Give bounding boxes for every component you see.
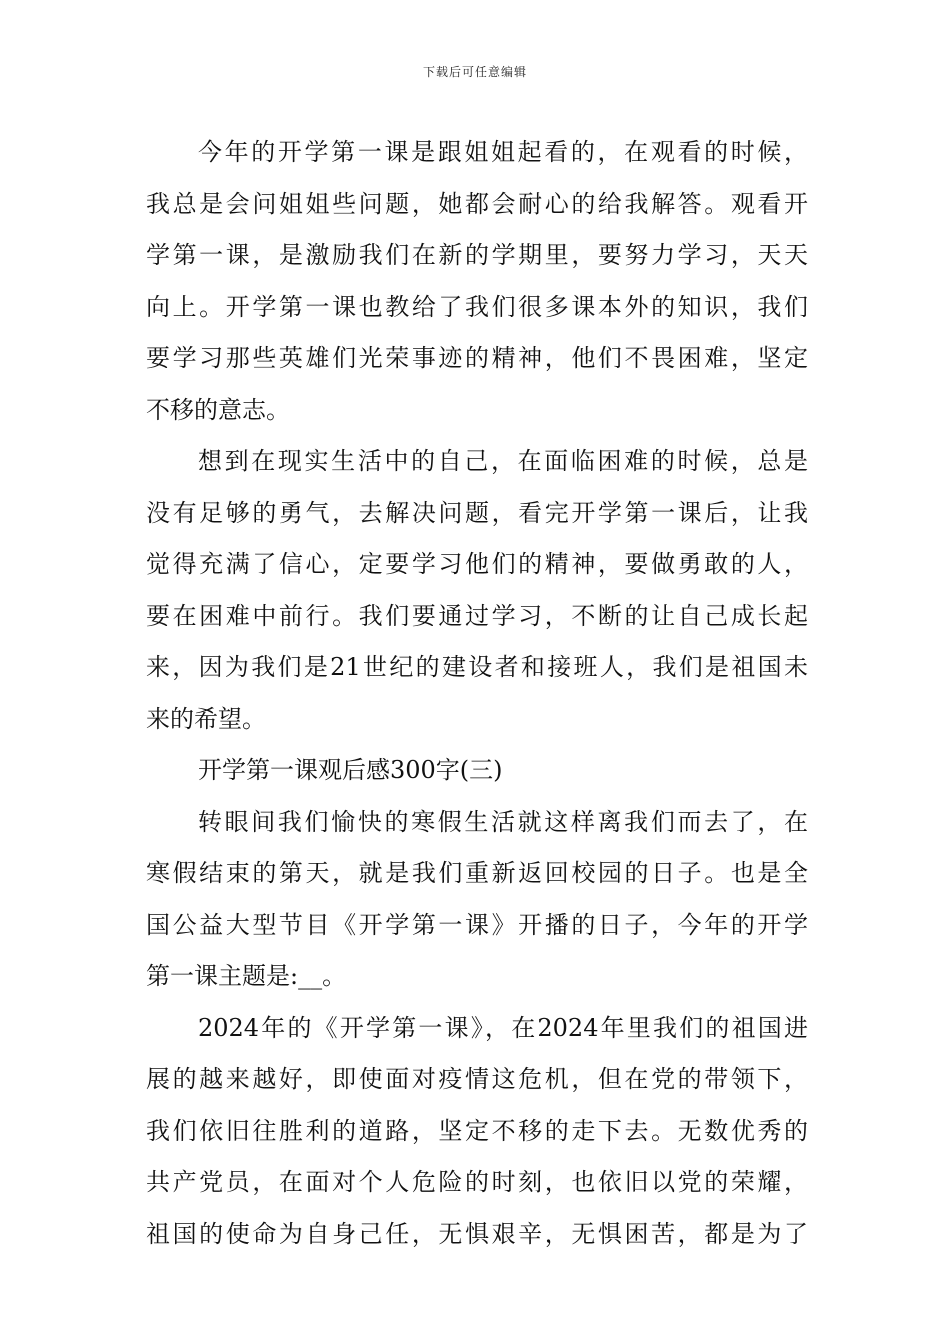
text-line: 要学习那些英雄们光荣事迹的精神，他们不畏困难，坚定 <box>146 344 808 372</box>
text-line: 来的希望。 <box>146 704 266 733</box>
text-line: 2024年的《开学第一课》，在2024年里我们的祖国进 <box>198 1013 808 1042</box>
page-header: 下载后可任意编辑 <box>422 65 527 79</box>
text-line: 想到在现实生活中的自己，在面临困难的时候，总是 <box>198 447 808 475</box>
document-body <box>146 127 808 1260</box>
text-line: 寒假结束的第天，就是我们重新返回校园的日子。也是全 <box>146 859 808 887</box>
text-line: 要在困难中前行。我们要通过学习，不断的让自己成长起 <box>146 601 808 630</box>
paragraph <box>146 1003 808 1261</box>
paragraph <box>146 127 808 436</box>
text-line: 祖国的使命为自身己任，无惧艰辛，无惧困苦，都是为了 <box>146 1219 808 1248</box>
paragraph <box>146 797 808 1003</box>
text-line: 国公益大型节目《开学第一课》开播的日子，今年的开学 <box>146 910 808 939</box>
text-line: 第一课主题是:__。 <box>146 962 347 990</box>
text-line: 转眼间我们愉快的寒假生活就这样离我们而去了，在 <box>198 807 808 836</box>
text-line: 今年的开学第一课是跟姐姐起看的，在观看的时候， <box>198 138 808 166</box>
section-heading <box>146 745 808 797</box>
text-line: 展的越来越好，即使面对疫情这危机，但在党的带领下， <box>146 1065 808 1093</box>
text-line: 来，因为我们是21世纪的建设者和接班人，我们是祖国未 <box>146 653 808 681</box>
text-line: 开学第一课观后感300字(三) <box>198 756 503 784</box>
text-line: 没有足够的勇气，去解决问题，看完开学第一课后，让我 <box>146 498 808 527</box>
text-line: 觉得充满了信心，定要学习他们的精神，要做勇敢的人， <box>146 550 808 578</box>
text-line: 向上。开学第一课也教给了我们很多课本外的知识，我们 <box>146 292 808 321</box>
text-line: 我总是会问姐姐些问题，她都会耐心的给我解答。观看开 <box>146 189 808 218</box>
text-line: 我们依旧往胜利的道路，坚定不移的走下去。无数优秀的 <box>146 1116 808 1145</box>
text-line: 不移的意志。 <box>146 395 290 424</box>
text-line: 共产党员，在面对个人危险的时刻，也依旧以党的荣耀， <box>146 1168 808 1196</box>
paragraph <box>146 436 808 745</box>
text-line: 学第一课，是激励我们在新的学期里，要努力学习，天天 <box>146 241 808 269</box>
